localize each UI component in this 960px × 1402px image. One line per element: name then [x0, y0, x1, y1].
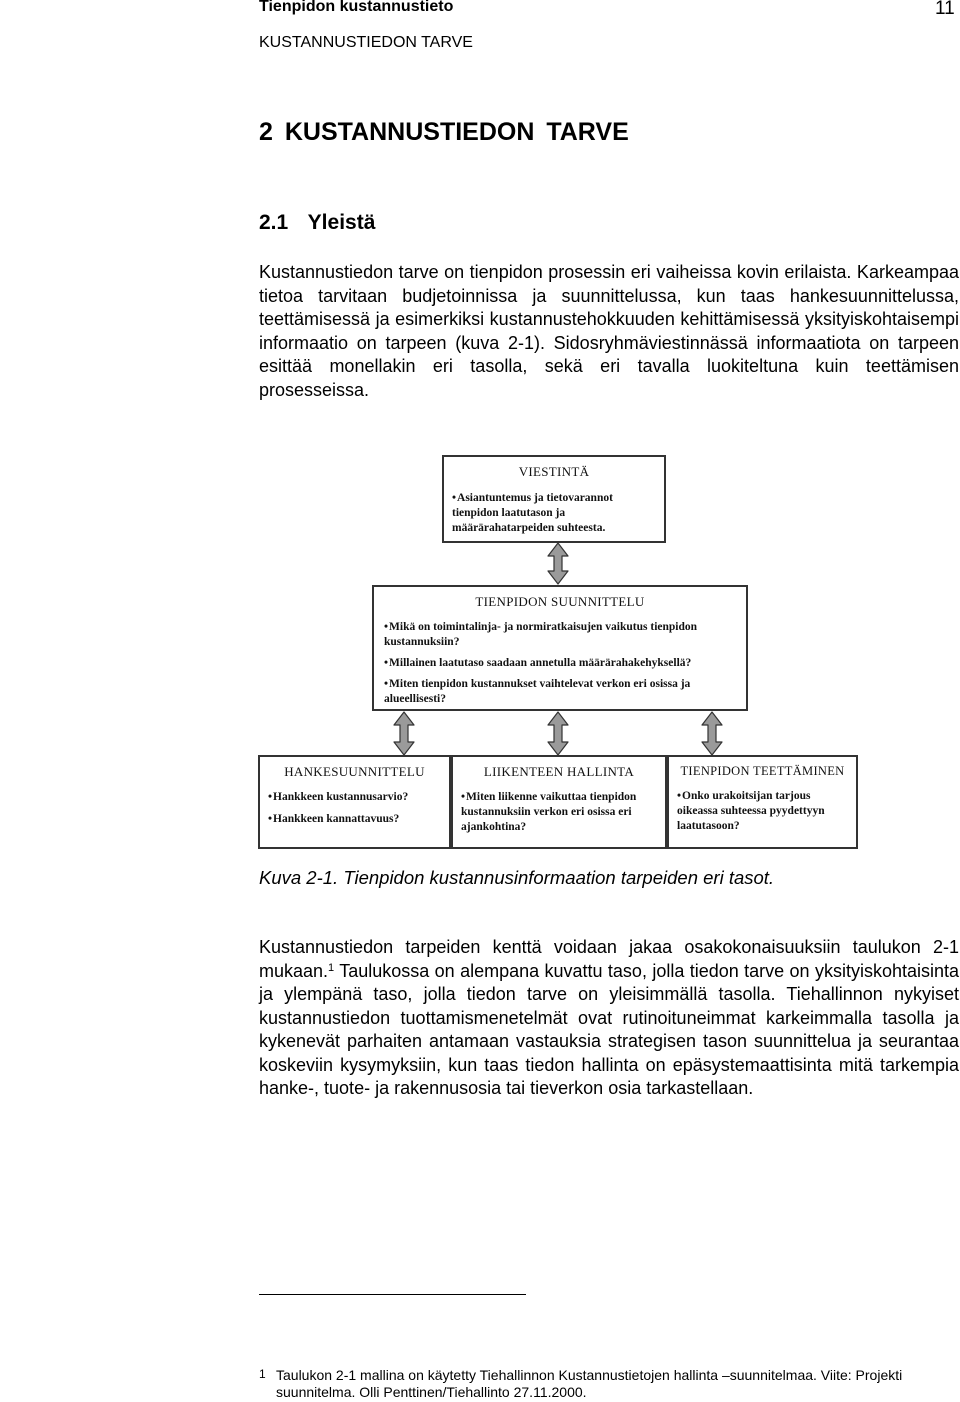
- hankesuunnittelu-title: HANKESUUNNITTELU: [284, 764, 425, 779]
- body-paragraph-part2: Taulukossa on alempana kuvattu taso, jolla tiedon tarve on yksityiskohtaisinta ja ylempänä taso, jolla tiedon tarve on yleisimmällä tasolla. Tiehallinnon nykyiset kustannustiedon tuottamismenetelmät ovat rutinoituneimmat karkeimmalla tasolla ja kykenevät parhaiten antamaan vastauksia strategisen tason suunnittelua ja seurantaa koskeviin kysymyksiin, kun taas tiedon hallinta on epäsystemaattisinta mitä tarkempia hanke-, tuote- ja rakennusosia tai tieverkon osia tarkastellaan.: [259, 960, 959, 1098]
- hankesuunnittelu-item-1: • Hankkeen kustannusarvio?: [268, 790, 441, 805]
- double-arrow-center: [548, 712, 568, 755]
- teettaminen-title: TIENPIDON TEETTÄMINEN: [680, 764, 845, 778]
- suunnittelu-item-1: • Mikä on toimintalinja- ja normiratkaisujen vaikutus tienpidon kustannuksiin?: [384, 620, 736, 650]
- suunnittelu-box: [372, 585, 748, 711]
- suunnittelu-item-2: • Millainen laatutaso saadaan annetulla määrärahakehyksellä?: [384, 656, 736, 671]
- body-paragraph-part1: Kustannustiedon tarpeiden kenttä voidaan jakaa osakokonaisuuksiin taulukon 2-1 mukaan.: [259, 937, 959, 981]
- viestinta-box: [442, 455, 666, 543]
- section-title: Yleistä: [307, 211, 376, 234]
- teettaminen-item: • Onko urakoitsijan tarjous oikeassa suhteessa pyydettyyn laatutasoon?: [677, 789, 848, 834]
- running-header-subtitle: KUSTANNUSTIEDON TARVE: [259, 34, 473, 51]
- hankesuunnittelu-box: [258, 755, 451, 849]
- page-number: 11: [935, 0, 955, 19]
- liikenteen-hallinta-box: [451, 755, 667, 849]
- suunnittelu-title: TIENPIDON SUUNNITTELU: [475, 594, 645, 609]
- hankesuunnittelu-item-2: • Hankkeen kannattavuus?: [268, 812, 441, 827]
- section-number: 2.1: [259, 211, 289, 234]
- chapter-number: 2: [259, 118, 273, 146]
- double-arrow-right: [702, 712, 722, 755]
- chapter-title: KUSTANNUSTIEDON TARVE: [284, 118, 629, 146]
- footnote-text: Taulukon 2-1 mallina on käytetty Tiehallinnon Kustannustietojen hallinta –suunnitelmaa. Viite: Projekti suunnitelma. Olli Penttinen/Tiehallinto 27.11.2000.: [276, 1367, 903, 1400]
- double-arrow-left: [394, 712, 414, 755]
- liikenteen-hallinta-item: • Miten liikenne vaikuttaa tienpidon kustannuksiin verkon eri osissa eri ajankohtina?: [461, 790, 657, 835]
- double-arrow-top: [548, 543, 568, 584]
- viestinta-item: • Asiantuntemus ja tietovarannot tienpidon laatutason ja määrärahatarpeiden suhteesta.: [452, 491, 656, 536]
- running-header-title: Tienpidon kustannustieto: [259, 0, 454, 15]
- teettaminen-box: [667, 755, 858, 849]
- footnote-reference[interactable]: 1: [328, 961, 335, 974]
- liikenteen-hallinta-title: LIIKENTEEN HALLINTA: [483, 764, 635, 779]
- body-paragraph: [259, 936, 959, 1101]
- suunnittelu-item-3: • Miten tienpidon kustannukset vaihtelevat verkon eri osissa ja alueellisesti?: [384, 677, 736, 707]
- footnote-number: 1: [259, 1367, 266, 1381]
- footnote-divider: [259, 1294, 526, 1295]
- viestinta-title: VIESTINTÄ: [518, 464, 590, 479]
- figure-caption: Kuva 2-1. Tienpidon kustannusinformaation tarpeiden eri tasot.: [259, 867, 775, 888]
- intro-paragraph: Kustannustiedon tarve on tienpidon prosessin eri vaiheissa kovin erilaista. Karkeampaa tietoa tarvitaan budjetoinnissa ja suunnittelussa, kun taas hankesuunnittelussa, teettämisessä ja esimerkiksi kustannustehokkuuden kehittämisessä yksityiskohtaisempi informaatio on tarpeen (kuva 2-1). Sidosryhmäviestinnässä informaatiota on tarpeen esittää monellakin eri tasolla, sekä eri tavalla luokiteltuna kuin teettämisen prosesseissa.: [259, 262, 959, 400]
